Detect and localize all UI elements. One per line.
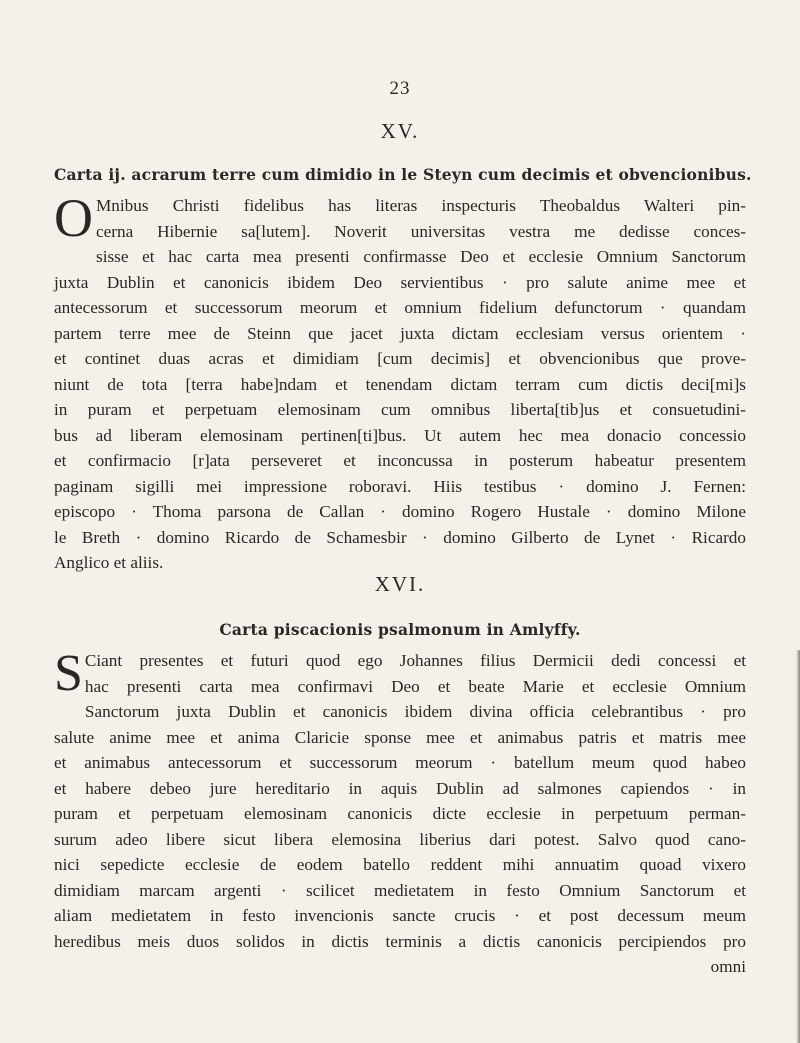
text-line: paginam sigilli mei impressione roboravi. Hiis testibus · domino J. Fernen: bbox=[54, 476, 746, 496]
text-line: antecessorum et successorum meorum et omnium fidelium defunctorum · quandam bbox=[54, 298, 746, 317]
text-line: surum adeo libere sicut libera elemosina liberius dari potest. Salvo quod cano- bbox=[54, 829, 746, 849]
text-line: dimidiam marcam argenti · scilicet medietatem in festo Omnium Sanctorum et bbox=[54, 880, 746, 900]
text-line: aliam medietatem in festo invencionis sancte crucis · et post decessum meum bbox=[54, 906, 746, 925]
charter-text bbox=[54, 188, 746, 576]
catchword: omni bbox=[710, 957, 746, 976]
text-line: episcopo · Thoma parsona de Callan · domino Rogero Hustale · domino Milone bbox=[54, 502, 746, 521]
charter-number: XVI. bbox=[374, 572, 426, 596]
charter-number: XV. bbox=[380, 119, 420, 143]
text-line: et confirmacio [r]ata perseveret et inconcussa in posterum habeatur presentem bbox=[54, 451, 746, 470]
text-line: et animabus antecessorum et successorum meorum · batellum meum quod habeo bbox=[54, 753, 746, 772]
page-edge-shadow bbox=[796, 650, 800, 1043]
text-line: Mnibus Christi fidelibus has literas inspecturis Theobaldus Walteri pin- bbox=[96, 196, 746, 215]
charter-text bbox=[54, 645, 746, 980]
charter-heading: Carta ij. acrarum terre cum dimidio in le Steyn cum decimis et obvencionibus. bbox=[54, 165, 752, 184]
text-line: sisse et hac carta mea presenti confirmasse Deo et ecclesie Omnium Sanctorum bbox=[96, 247, 746, 266]
charter-heading: Carta piscacionis psalmonum in Amlyffy. bbox=[219, 620, 581, 639]
text-line: in puram et perpetuam elemosinam cum omnibus liberta[tib]us et consuetudini- bbox=[54, 400, 746, 419]
text-line: cerna Hibernie sa[lutem]. Noverit universitas vestra me dedisse conces- bbox=[96, 221, 746, 241]
text-line: heredibus meis duos solidos in dictis terminis a dictis canonicis percipiendos pro bbox=[54, 931, 746, 951]
drop-capital: O bbox=[54, 188, 93, 248]
text-line: partem terre mee de Steinn que jacet juxta dictam ecclesiam versus orientem · bbox=[54, 323, 746, 343]
text-line: hac presenti carta mea confirmavi Deo et beate Marie et ecclesie Omnium bbox=[84, 676, 746, 696]
text-line: et continet duas acras et dimidiam [cum decimis] et obvencionibus que prove- bbox=[54, 349, 746, 368]
text-line: Anglico et aliis. bbox=[54, 553, 164, 572]
text-line: bus ad liberam elemosinam pertinen[ti]bus. Ut autem hec mea donacio concessio bbox=[54, 425, 746, 445]
text-line: puram et perpetuam elemosinam canonicis dicte ecclesie in perpetuum perman- bbox=[54, 804, 746, 823]
text-line: niunt de tota [terra habe]ndam et tenendam dictam terram cum dictis deci[mi]s bbox=[54, 374, 746, 394]
text-line: le Breth · domino Ricardo de Schamesbir · domino Gilberto de Lynet · Ricardo bbox=[54, 527, 746, 547]
text-line: et habere debeo jure hereditario in aquis Dublin ad salmones capiendos · in bbox=[54, 778, 746, 798]
text-line: juxta Dublin et canonicis ibidem Deo servientibus · pro salute anime mee et bbox=[54, 272, 746, 292]
text-line: nici sepedicte ecclesie de eodem batello reddent mihi annuatim quoad vixero bbox=[54, 855, 746, 874]
text-line: salute anime mee et anima Claricie sponse mee et animabus patris et matris mee bbox=[54, 727, 746, 747]
text-line: Ciant presentes et futuri quod ego Johannes filius Dermicii dedi concessi et bbox=[84, 651, 746, 670]
text-line: Sanctorum juxta Dublin et canonicis ibidem divina officia celebrantibus · pro bbox=[84, 702, 746, 721]
drop-capital: S bbox=[54, 645, 83, 702]
page-number: 23 bbox=[389, 78, 411, 99]
